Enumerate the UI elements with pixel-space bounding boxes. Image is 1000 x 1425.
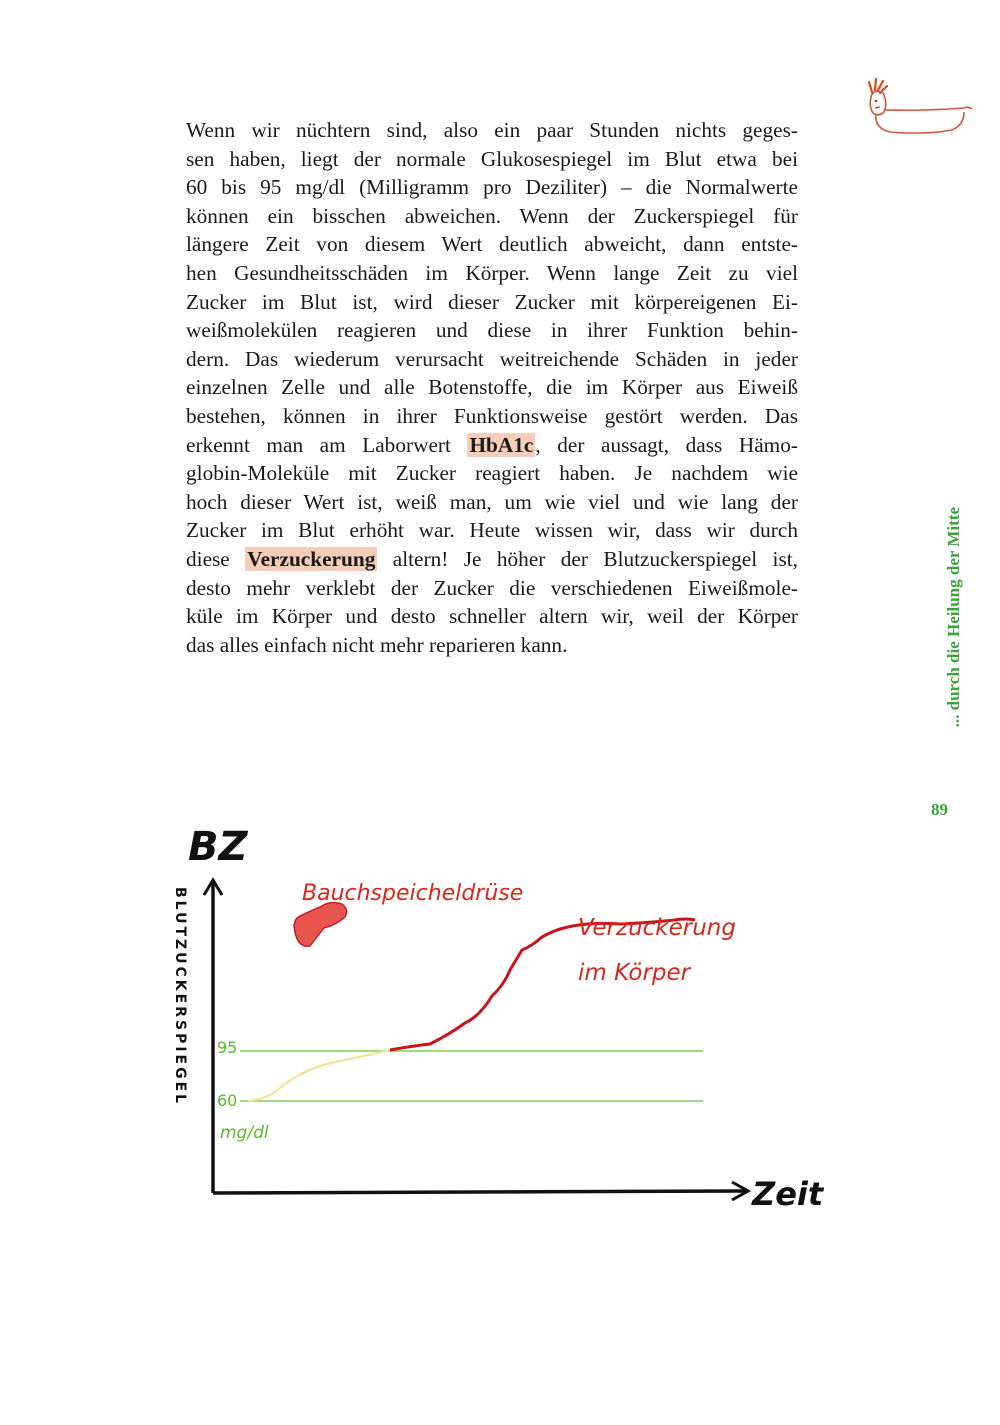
highlight-hba1c: HbA1c — [469, 432, 534, 457]
face-doodle-icon — [864, 72, 980, 145]
text-line-last: das alles einfach nicht mehr reparieren kann. — [186, 632, 568, 657]
x-axis — [213, 1191, 745, 1193]
unit-label: mg/dl — [220, 1123, 269, 1143]
text-fragment: erkennt man am Laborwert — [186, 432, 468, 457]
text-line: sen haben, liegt der normale Glukosespiegel im Blut etwa bei — [186, 146, 798, 171]
pancreas-icon — [294, 903, 346, 947]
text-line: können ein bisschen abweichen. Wenn der Zuckerspiegel für — [186, 203, 798, 228]
text-line: desto mehr verklebt der Zucker die verschiedenen Eiweißmole- — [186, 575, 798, 600]
text-fragment: altern! Je höher der Blutzuckerspiegel ist, — [377, 546, 798, 571]
text-fragment: diese — [186, 546, 246, 571]
highlight-verzuckerung: Verzuckerung — [247, 546, 376, 571]
body-paragraph — [186, 116, 798, 659]
text-line: längere Zeit von diesem Wert deutlich abweicht, dann entste- — [186, 232, 798, 257]
organ-label: Bauchspeicheldrüse — [302, 881, 524, 906]
text-line: globin-Moleküle mit Zucker reagiert haben. Je nachdem wie — [186, 461, 798, 486]
y-axis-vertical-label: BLUTZUCKERSPIEGEL — [172, 887, 188, 1107]
text-line: hen Gesundheitsschäden im Körper. Wenn lange Zeit zu viel — [186, 260, 798, 285]
text-line: Zucker im Blut erhöht war. Heute wissen wir, dass wir durch — [186, 518, 798, 543]
blood-sugar-chart — [160, 820, 830, 1225]
text-line: einzelnen Zelle und alle Botenstoffe, die im Körper aus Eiweiß — [186, 375, 798, 400]
text-line: dern. Das wiederum verursacht weitreichende Schäden in jeder — [186, 346, 798, 371]
reference-label-95: 95 — [217, 1038, 238, 1057]
text-line: bestehen, können in ihrer Funktionsweise gestört werden. Das — [186, 403, 798, 428]
annotation-line-2: im Körper — [578, 960, 691, 986]
text-line — [186, 431, 798, 460]
text-line: hoch dieser Wert ist, weiß man, um wie viel und wie lang der — [186, 489, 798, 514]
page-number: 89 — [931, 800, 948, 819]
text-line — [186, 545, 798, 574]
y-axis-title: BZ — [188, 824, 248, 870]
running-chapter-title: ... durch die Heilung der Mitte — [944, 507, 963, 728]
curve-normal — [248, 1050, 390, 1101]
reference-label-60: 60 — [217, 1091, 238, 1110]
text-line: Zucker im Blut ist, wird dieser Zucker mit körpereigenen Ei- — [186, 289, 798, 314]
text-fragment: , der aussagt, dass Hämo- — [535, 432, 798, 457]
text-line: 60 bis 95 mg/dl (Milligramm pro Deziliter) – die Normalwerte — [186, 175, 798, 200]
text-line: weißmolekülen reagieren und diese in ihrer Funktion behin- — [186, 318, 798, 343]
text-line: Wenn wir nüchtern sind, also ein paar Stunden nichts geges- — [186, 118, 798, 142]
x-axis-label: Zeit — [752, 1175, 824, 1213]
text-line: küle im Körper und desto schneller altern wir, weil der Körper — [186, 604, 798, 629]
annotation-line-1: Verzuckerung — [578, 915, 736, 941]
